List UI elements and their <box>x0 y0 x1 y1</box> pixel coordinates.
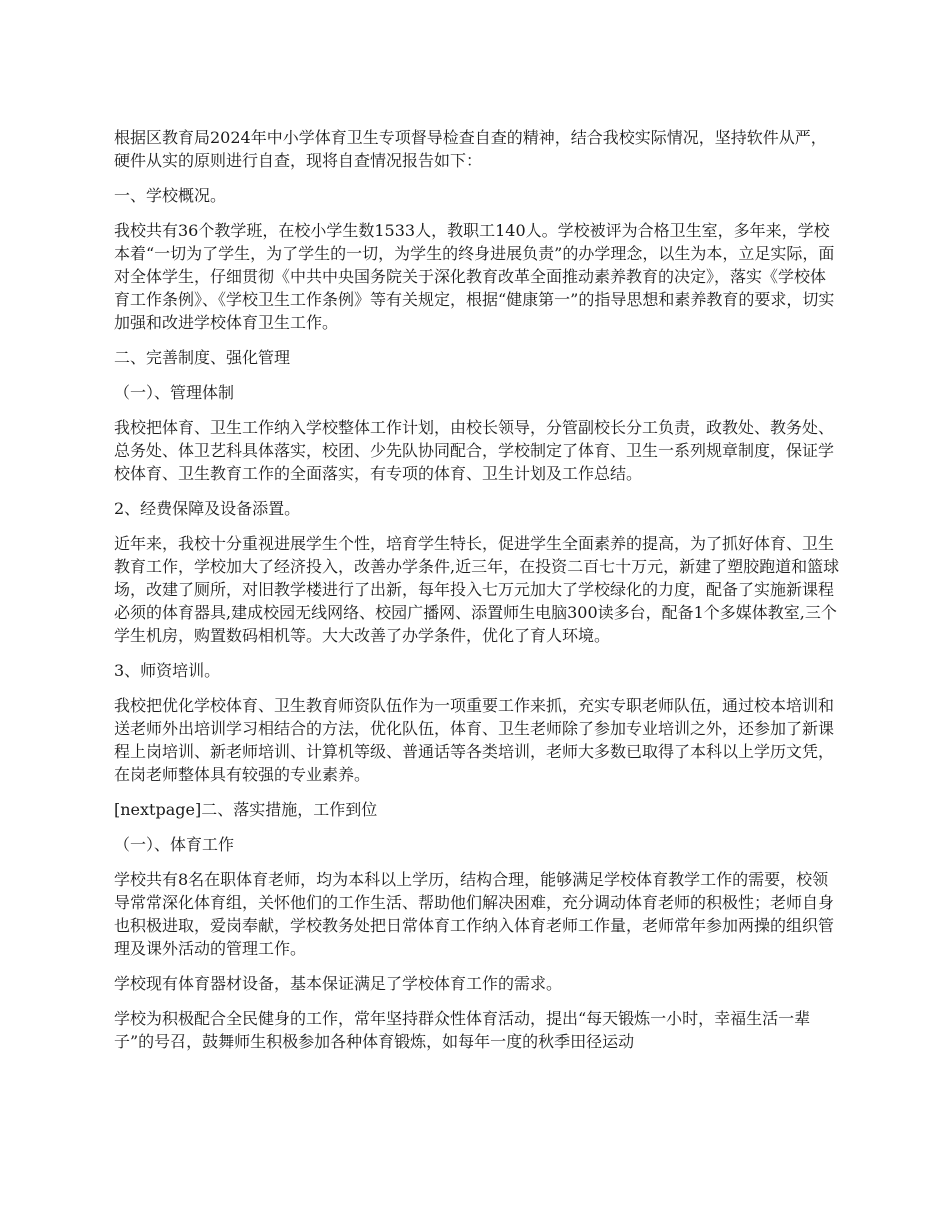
subheading-teacher-training: 3、师资培训。 <box>114 661 221 680</box>
pe-equipment-paragraph: 学校现有体育器材设备，基本保证满足了学校体育工作的需求。 <box>114 974 563 993</box>
subheading-management-system: （一）、管理体制 <box>114 383 235 402</box>
section-heading-school-overview: 一、学校概况。 <box>114 186 227 205</box>
subheading-pe-work: （一）、体育工作 <box>114 835 235 854</box>
school-overview-paragraph: 我校共有36个教学班，在校小学生数1533人，教职工140人。学校被评为合格卫生室，多年来，学校本着“一切为了学生，为了学生的一切，为学生的终身进展负责”的办学理念，以生为本，立足实际，面对全体学生，仔细贯彻《中共中央国务院关于深化教育改革全面推动素养教育的决定》，落实《学校体育工作条例》、《学校卫生工作条例》等有关规定，根据“健康第一”的指导思想和素养教育的要求，切实加强和改进学校体育卫生工作。 <box>114 221 835 332</box>
pe-teachers-paragraph: 学校共有8名在职体育老师，均为本科以上学历，结构合理，能够满足学校体育教学工作的需要，校领导常常深化体育组，关怀他们的工作生活、帮助他们解决困难，充分调动体育老师的积极性；老师自身也积极进取，爱岗奉献，学校教务处把日常体育工作纳入体育老师工作量，老师常年参加两操的组织管理及课外活动的管理工作。 <box>114 870 835 958</box>
section-heading-management: 二、完善制度、强化管理 <box>114 348 291 367</box>
document-page <box>114 126 840 1065</box>
management-system-paragraph: 我校把体育、卫生工作纳入学校整体工作计划，由校长领导，分管副校长分工负责，政教处、教务处、总务处、体卫艺科具体落实，校团、少先队协同配合，学校制定了体育、卫生一系列规章制度，保证学校体育、卫生教育工作的全面落实，有专项的体育、卫生计划及工作总结。 <box>114 418 835 483</box>
teacher-training-paragraph: 我校把优化学校体育、卫生教育师资队伍作为一项重要工作来抓，充实专职老师队伍，通过校本培训和送老师外出培训学习相结合的方法，优化队伍，体育、卫生老师除了参加专业培训之外，还参加了新课程上岗培训、新老师培训、计算机等级、普通话等各类培训，老师大多数已取得了本科以上学历文凭，在岗老师整体具有较强的专业素养。 <box>114 696 835 784</box>
intro-paragraph: 根据区教育局2024年中小学体育卫生专项督导检查自查的精神，结合我校实际情况，坚持软件从严，硬件从实的原则进行自查，现将自查情况报告如下： <box>114 128 827 170</box>
section-heading-measures: [nextpage]二、落实措施，工作到位 <box>114 800 378 819</box>
funding-paragraph: 近年来，我校十分重视进展学生个性，培育学生特长，促进学生全面素养的提高，为了抓好体育、卫生教育工作，学校加大了经济投入，改善办学条件,近三年，在投资二百七十万元，新建了塑胶跑道和篮球场，改建了厕所，对旧教学楼进行了出新，每年投入七万元加大了学校绿化的力度，配备了实施新课程必须的体育器具,建成校园无线网络、校园广播网、添置师生电脑300读多台，配备1个多媒体教室,三个学生机房，购置数码相机等。大大改善了办学条件，优化了育人环境。 <box>114 534 840 645</box>
fitness-activities-paragraph: 学校为积极配合全民健身的工作，常年坚持群众性体育活动，提出“每天锻炼一小时，幸福生活一辈子”的号召，鼓舞师生积极参加各种体育锻炼，如每年一度的秋季田径运动 <box>114 1009 811 1051</box>
subheading-funding: 2、经费保障及设备添置。 <box>114 499 301 518</box>
